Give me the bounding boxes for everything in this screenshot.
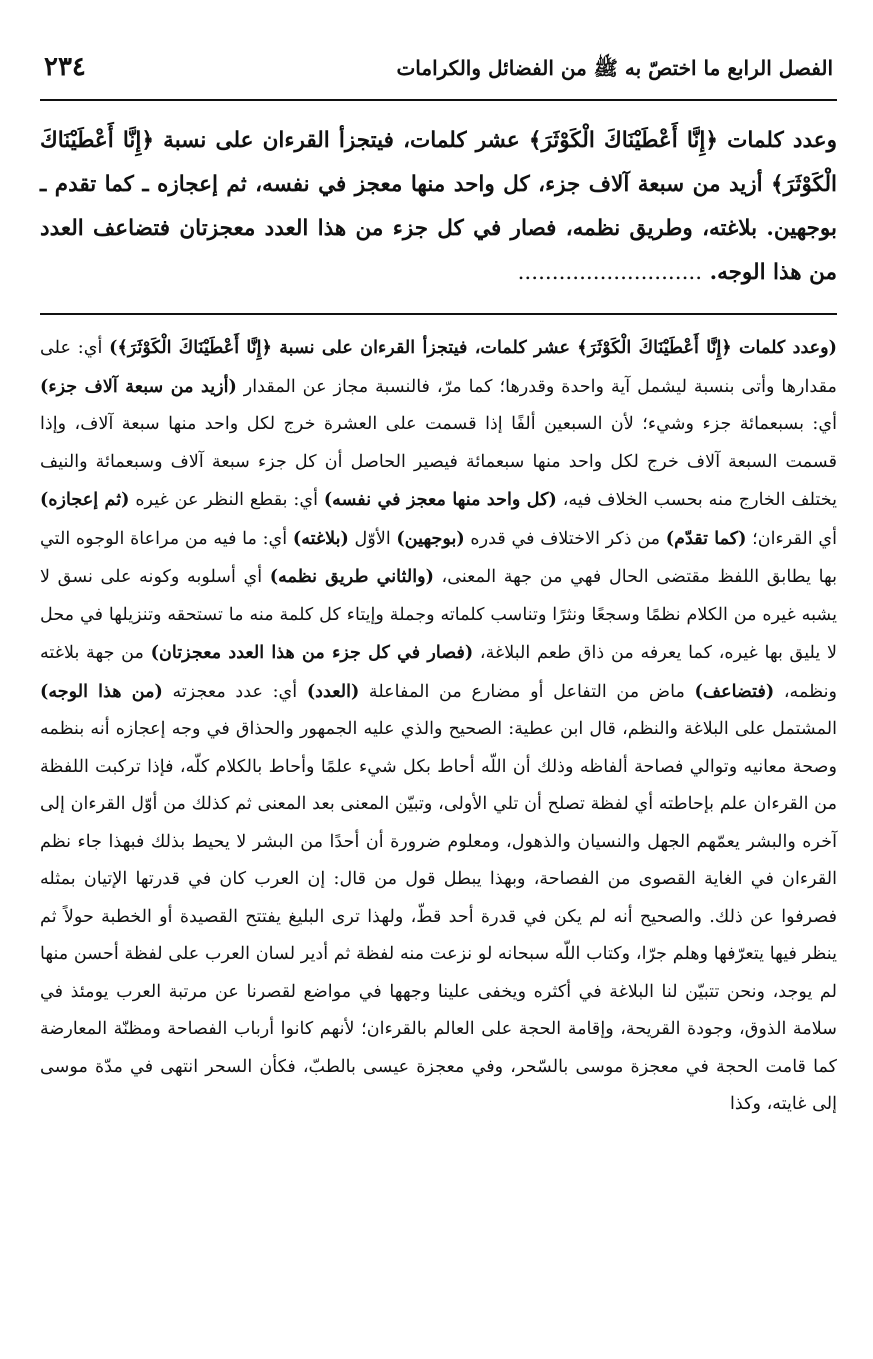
commentary-text: من جهة بلاغته ونظمه، — [40, 643, 837, 702]
main-text — [40, 119, 837, 295]
commentary-text: أي القرءان؛ — [746, 528, 837, 549]
quoted-phrase: (كما تقدّم) — [665, 527, 747, 549]
quoted-phrase: (والثاني طريق نظمه) — [269, 566, 434, 587]
quoted-phrase: (فتضاعف) — [694, 680, 775, 702]
quoted-phrase: (بلاغته) — [292, 527, 349, 549]
commentary-text: الأوّل — [348, 528, 397, 549]
text-divider — [40, 313, 837, 315]
commentary-text: من ذكر الاختلاف في قدره — [464, 528, 666, 549]
main-text-dots: ........................... — [517, 260, 703, 285]
quoted-phrase: (بوجهين) — [396, 527, 465, 549]
commentary-text: أي أسلوبه وكونه على نسق لا يشبه غيره من الكلام نظمًا وسجعًا ونثرًا وتناسب كلماته وجملة وإيتاء كل كلمة منه ما تستحقه وتنزيلها في محل لا يليق بها غيره، كما يعرفه من ذاق طعم البلاغة، — [40, 567, 837, 663]
commentary-text: أي: ما فيه من مراعاة الوجوه التي بها يطابق اللفظ مقتضى الحال فهي من جهة المعنى، — [40, 528, 837, 587]
commentary-text: أي: بسبعمائة جزء وشيء؛ لأن السبعين ألفًا إذا قسمت على العشرة خرج لكل واحد منها سبعة آلاف، وإذا قسمت السبعة آلاف خرج لكل واحد منها سبعمائة فيصير الحاصل أن كل جزء سبعة آلاف وسبعمائة والنيف يختلف الخارج منه بحسب الخلاف فيه، — [40, 414, 837, 510]
quoted-phrase: (فصار في كل جزء من هذا العدد معجزتان) — [150, 642, 474, 663]
quoted-phrase: (أزيد من سبعة آلاف جزء) — [40, 375, 237, 397]
main-text-body: وعدد كلمات ﴿إِنَّا أَعْطَيْنَاكَ الْكَوْثَرَ﴾ عشر كلمات، فيتجزأ القرءان على نسبة ﴿إِنَّا أَعْطَيْنَاكَ الْكَوْثَرَ﴾ أزيد من سبعة آلاف جزء، كل واحد منها معجز في نفسه، ثم إعجازه ـ كما تقدم ـ بوجهين. بلاغته، وطريق نظمه، فصار في كل جزء من هذا العدد معجزتان فتضاعف العدد من هذا الوجه. — [40, 128, 837, 285]
commentary-text: ماض من التفاعل أو مضارع من المفاعلة — [359, 681, 695, 702]
commentary-text: أي: بقطع النظر عن غيره — [129, 490, 324, 510]
book-page — [40, 52, 837, 1124]
page-header — [40, 52, 837, 101]
commentary-paragraph — [40, 329, 837, 1124]
quoted-phrase: (العدد) — [306, 680, 360, 702]
quoted-phrase: (من هذا الوجه) — [40, 680, 163, 702]
commentary-text: أي: على مقدارها وأتى بنسبة ليشمل آية واحدة وقدرها؛ كما مرّ، فالنسبة مجاز عن المقدار — [40, 338, 837, 397]
quoted-phrase: (وعدد كلمات ﴿إِنَّا أَعْطَيْنَاكَ الْكَوْثَرَ﴾ عشر كلمات، فيتجزأ القرءان على نسبة ﴿إِنَّا أَعْطَيْنَاكَ الْكَوْثَرَ﴾) — [109, 337, 837, 358]
commentary-text: المشتمل على البلاغة والنظم، قال ابن عطية: الصحيح والذي عليه الجمهور والحذاق في وجه إعجازه أنه بنظمه وصحة معانيه وتوالي فصاحة ألفاظه وذلك أن اللّه أحاط بكل شيء علمًا وأحاط بالكلام كلّه، فإذا تركبت اللفظة من القرءان علم بإحاطته أي لفظة تصلح أن تلي الأولى، وتبيّن المعنى بعد المعنى ثم كذلك من أوّل القرءان إلى آخره والبشر يعمّهم الجهل والنسيان والذهول، ومعلوم ضرورة أن أحدًا من البشر لا يحيط بذلك فبهذا جاء نظم القرءان في الغاية القصوى من الفصاحة، وبهذا يبطل قول من قال: إن العرب كان في قدرتها الإتيان بمثله فصرفوا عن ذلك. والصحيح أنه لم يكن في قدرة أحد قطّ، ولهذا ترى البليغ يفتتح القصيدة أو الخطبة حولاً ثم ينظر فيها يتعرّفها وهلم جرّا، وكتاب اللّه سبحانه لو نزعت منه لفظة ثم أدير لسان العرب على لفظة أحسن منها لم يوجد، ونحن تتبيّن لنا البلاغة في أكثره ويخفى علينا وجهها في مواضع لقصرنا عن مرتبة العرب يومئذ في سلامة الذوق، وجودة القريحة، وإقامة الحجة على العالم بالقرءان؛ لأنهم كانوا أرباب الفصاحة ومظنّة المعارضة كما قامت الحجة في معجزة موسى بالسّحر، وفي معجزة عيسى بالطبّ، فكأن السحر انتهى في مدّة موسى إلى غايته، وكذا — [40, 719, 837, 1114]
page-number: ٢٣٤ — [44, 52, 86, 82]
running-title: الفصل الرابع ما اختصّ به ﷺ من الفضائل والكرامات — [396, 56, 833, 80]
commentary-text: أي: عدد معجزته — [162, 681, 307, 702]
quoted-phrase: (ثم إعجازه) — [40, 489, 130, 510]
commentary — [40, 329, 837, 1124]
quoted-phrase: (كل واحد منها معجز في نفسه) — [323, 489, 557, 510]
